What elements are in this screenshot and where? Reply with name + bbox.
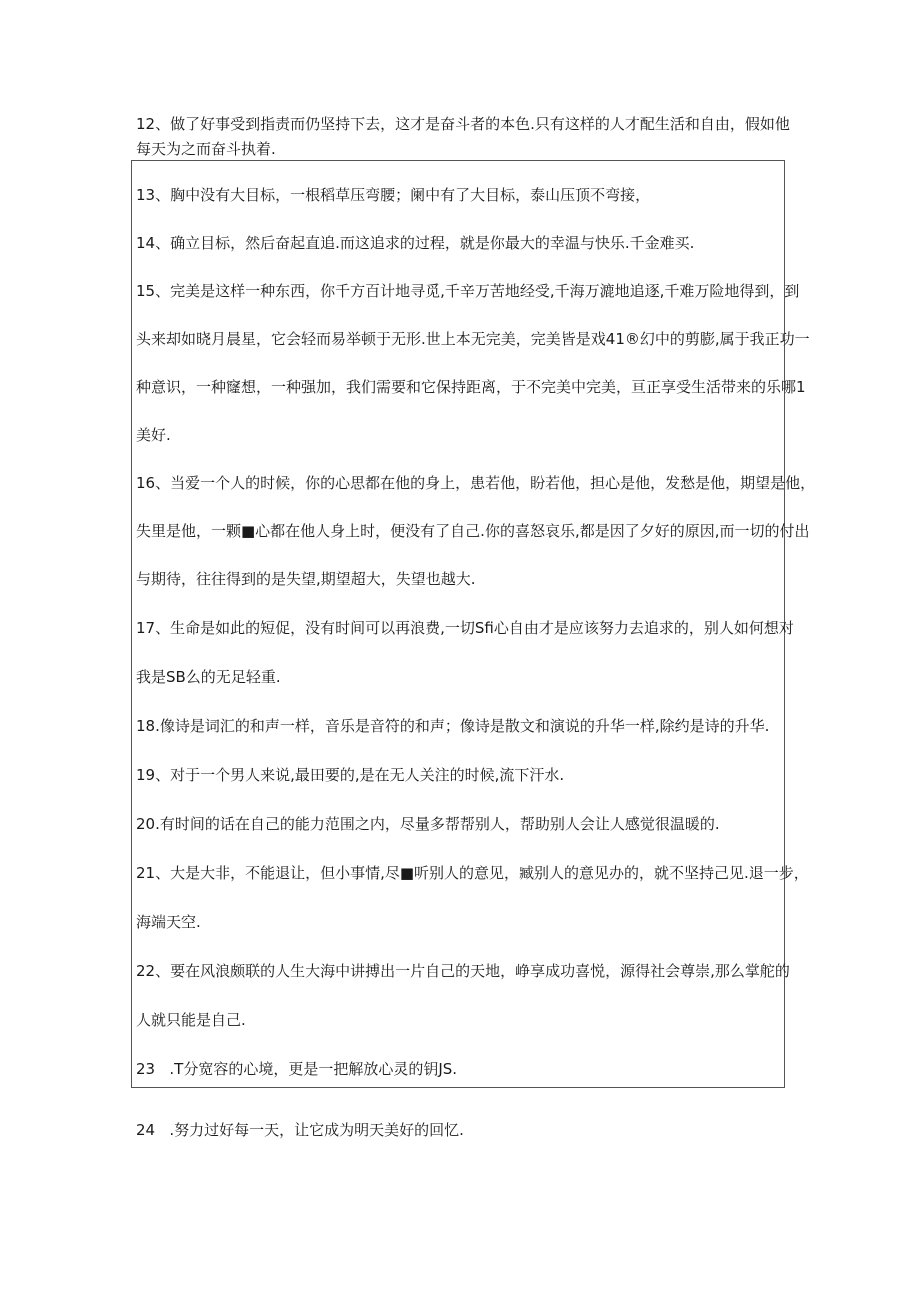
item-18: 18.像诗是词汇的和声一样，音乐是音符的和声；像诗是散文和演说的升华一样,除约是诗的升华. [136,717,770,735]
item-12-line-1: 12、做了好事受到指责而仍坚持下去，这才是奋斗者的本色.只有这样的人才配生活和自由，假如他 [136,115,790,133]
item-16-line-3: 与期待，往往得到的是失望,期望超大，失望也越大. [136,570,476,588]
item-19: 19、对于一个男人来说,最田要的,是在无人关注的时候,流下汗水. [136,766,565,784]
item-16-line-2: 失里是他，一颗■心都在他人身上时，便没有了自己.你的喜怒哀乐,都是因了夕好的原因,而一切的付出 [136,522,810,540]
item-13: 13、胸中没有大目标，一根稻草压弯腰；阑中有了大目标，泰山压顶不弯接， [136,186,651,204]
item-21-line-2: 海端天空. [136,913,201,931]
item-12-line-2: 每天为之而奋斗执着. [136,140,276,158]
item-15-line-2: 头来却如晓月晨星，它会轻而易举顿于无形.世上本无完美，完美皆是戏41®幻中的剪膨,属于我正功一 [136,330,810,348]
item-24: 24 .努力过好每一天，让它成为明天美好的回忆. [136,1121,464,1139]
item-17-line-1: 17、生命是如此的短促，没有时间可以再浪费,一切Sfi心自由才是应该努力去追求的，别人如何想对 [136,619,794,637]
item-16-line-1: 16、当爱一个人的时候，你的心思都在他的身上，患若他，盼若他，担心是他，发愁是他，期望是他， [136,474,816,492]
item-22-line-2: 人就只能是自己. [136,1011,246,1029]
item-21-line-1: 21、大是大非，不能退让，但小事情,尽■听别人的意见，臧别人的意见办的，就不坚持己见.退一步， [136,864,809,882]
item-15-line-1: 15、完美是这样一种东西，你千方百计地寻觅,千辛万苦地经受,千海万漉地追逐,千难万险地得到，到 [136,282,800,300]
item-15-line-3: 种意识，一种窿想，一种强加，我们需要和它保持距离，于不完美中完美，亘正享受生活带来的乐哪1 [136,378,806,396]
item-20: 20.有时间的话在自己的能力范围之内，尽量多帮帮别人，帮助别人会让人感觉很温暖的. [136,815,720,833]
item-17-line-2: 我是SB么的无足轻重. [136,668,281,686]
item-14: 14、确立目标，然后奋起直追.而这追求的过程，就是你最大的幸温与快乐.千金难买. [136,234,695,252]
item-22-line-1: 22、要在风浪颇联的人生大海中讲搏出一片自己的天地，峥享成功喜悦，源得社会尊崇,那么掌舵的 [136,962,790,980]
item-23: 23 .T分宽容的心境，更是一把解放心灵的钥JS. [136,1060,458,1078]
item-15-line-4: 美好. [136,426,171,444]
